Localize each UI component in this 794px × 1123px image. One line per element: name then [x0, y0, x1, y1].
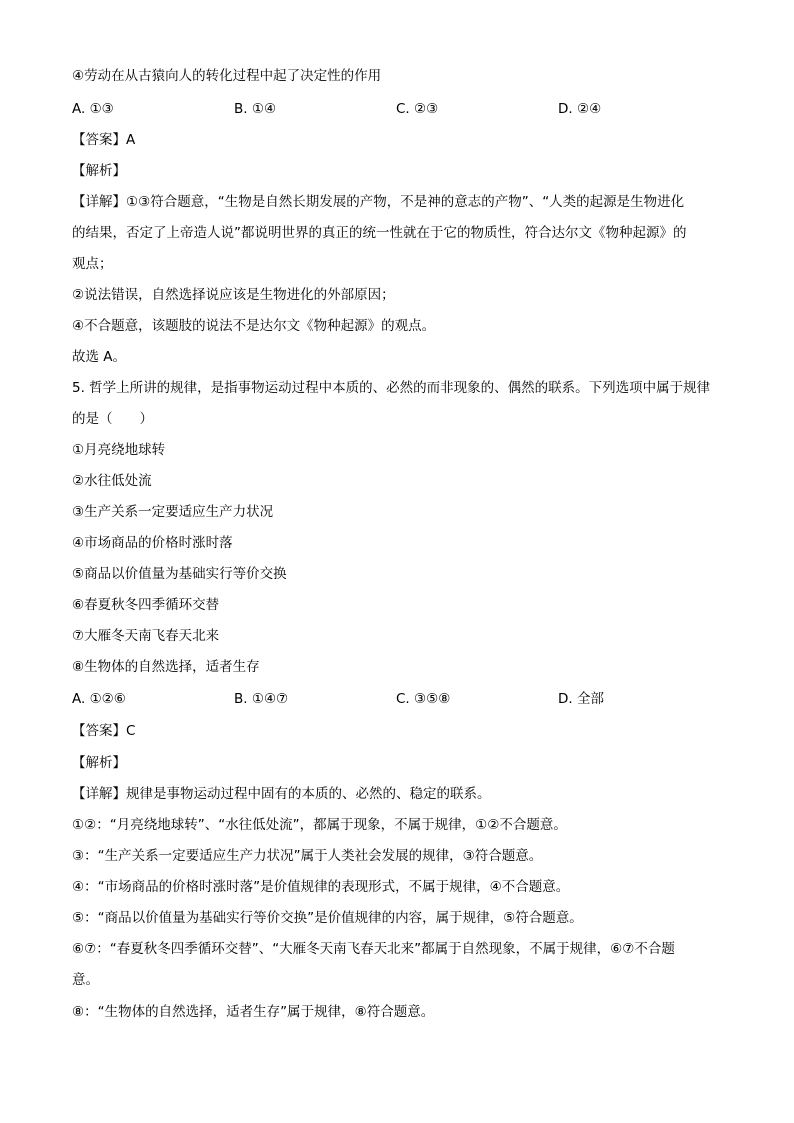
- q4-answer: 【答案】A: [72, 132, 136, 148]
- q5-detail-line: 【详解】规律是事物运动过程中固有的本质的、必然的、稳定的联系。: [72, 786, 491, 802]
- q5-option-b: B. ①④⑦: [234, 691, 289, 707]
- q5-detail-line: ⑧：“生物体的自然选择，适者生存”属于规律，⑧符合题意。: [72, 1004, 435, 1020]
- q5-option-a: A. ①②⑥: [72, 691, 126, 707]
- q4-detail-line: 故选 A。: [72, 349, 127, 365]
- q5-answer: 【答案】C: [72, 723, 136, 739]
- q4-detail-line: 的结果，否定了上帝造人说”都说明世界的真正的统一性就在于它的物质性，符合达尔文《物种起源》的: [72, 225, 687, 241]
- q5-options: [72, 690, 732, 708]
- q5-detail-line: ③：“生产关系一定要适应生产力状况”属于人类社会发展的规律，③符合题意。: [72, 848, 543, 864]
- q4-option-a: A. ①③: [72, 101, 114, 117]
- q4-detail-line: 观点；: [72, 256, 113, 272]
- q5-analysis-label: 【解析】: [72, 755, 126, 771]
- q5-statement: ④市场商品的价格时涨时落: [72, 535, 233, 551]
- q5-statement: ⑤商品以价值量为基础实行等价交换: [72, 566, 287, 582]
- q4-options: [72, 100, 732, 118]
- q5-detail-line: ⑥⑦：“春夏秋冬四季循环交替”、“大雁冬天南飞春天北来”都属于自然现象，不属于规律，⑥⑦不合题: [72, 941, 675, 957]
- q5-option-c: C. ③⑤⑧: [396, 691, 451, 707]
- q5-stem-line: 5. 哲学上所讲的规律，是指事物运动过程中本质的、必然的而非现象的、偶然的联系。下列选项中属于规律: [72, 380, 711, 396]
- q5-stem-line: 的是（ ）: [72, 411, 153, 427]
- q4-analysis-label: 【解析】: [72, 163, 126, 179]
- q5-option-d: D. 全部: [558, 691, 604, 707]
- q4-option-d: D. ②④: [558, 101, 602, 117]
- q5-statement: ①月亮绕地球转: [72, 442, 166, 458]
- q4-detail-line: ④不合题意，该题肢的说法不是达尔文《物种起源》的观点。: [72, 318, 436, 334]
- q5-detail-line: ⑤：“商品以价值量为基础实行等价交换”是价值规律的内容，属于规律，⑤符合题意。: [72, 910, 583, 926]
- q5-statement: ⑧生物体的自然选择，适者生存: [72, 659, 260, 675]
- q5-statement: ⑥春夏秋冬四季循环交替: [72, 597, 220, 613]
- q5-detail-line: ①②：“月亮绕地球转”、“水往低处流”，都属于现象，不属于规律，①②不合题意。: [72, 817, 567, 833]
- q5-statement: ⑦大雁冬天南飞春天北来: [72, 628, 220, 644]
- q4-option-c: C. ②③: [396, 101, 439, 117]
- q5-detail-line: 意。: [72, 972, 99, 988]
- q4-option-b: B. ①④: [234, 101, 277, 117]
- q4-detail-line: 【详解】①③符合题意，“生物是自然长期发展的产物，不是神的意志的产物”、“人类的起源是生物进化: [72, 194, 685, 210]
- q5-statement: ②水往低处流: [72, 473, 152, 489]
- q5-statement: ③生产关系一定要适应生产力状况: [72, 504, 274, 520]
- q4-detail-line: ②说法错误，自然选择说应该是生物进化的外部原因；: [72, 287, 395, 303]
- q4-statement-4: ④劳动在从古猿向人的转化过程中起了决定性的作用: [72, 68, 382, 84]
- q5-detail-line: ④：“市场商品的价格时涨时落”是价值规律的表现形式，不属于规律，④不合题意。: [72, 879, 570, 895]
